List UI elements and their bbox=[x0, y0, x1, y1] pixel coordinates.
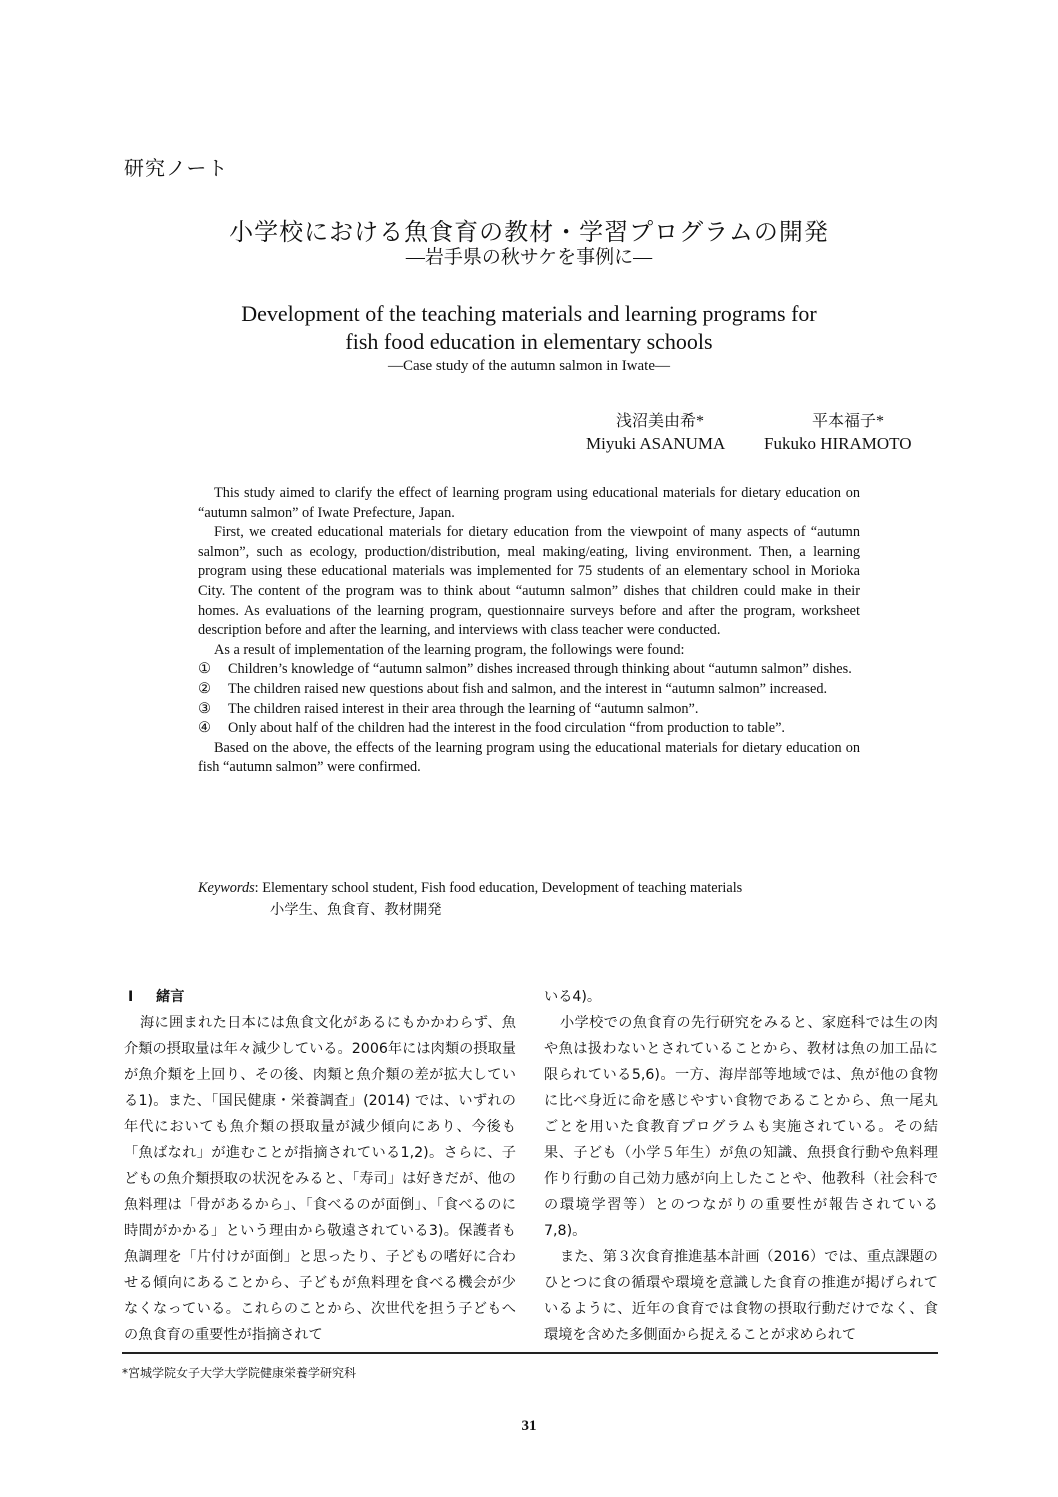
body-paragraph-continued: いる4)。 bbox=[544, 989, 602, 1005]
keywords-en bbox=[198, 878, 742, 899]
abstract bbox=[198, 484, 860, 778]
finding-number: ① bbox=[198, 661, 211, 678]
keywords-japanese: 小学生、魚食育、教材開発 bbox=[270, 902, 442, 918]
title-english-line-2: fish food education in elementary schools bbox=[345, 329, 713, 354]
findings-list bbox=[198, 660, 860, 738]
author-2-name-en: Fukuko HIRAMOTO bbox=[764, 434, 912, 453]
section-heading bbox=[124, 984, 516, 1010]
subtitle-english: ―Case study of the autumn salmon in Iwate― bbox=[387, 358, 671, 374]
body-column-right bbox=[544, 984, 938, 1348]
abstract-paragraph-1: This study aimed to clarify the effect of learning program using educational materials for dietary education on “autumn salmon” of Iwate Prefecture, Japan. bbox=[198, 485, 860, 521]
abstract-paragraph-2: First, we created educational materials for dietary education from the viewpoint of many aspects of “autumn salmon”, such as ecology, production/distribution, meal making/eating, living environment. Then, a learning program using these educational materials was implemented for 75 students of an elementary school in Morioka City. The content of the program was to think about “autumn salmon” dishes that children could make in their homes. As evaluations of the learning program, questionnaire surveys before and after the program, worksheet description before and after the learning, and interviews with class teacher were conducted. bbox=[198, 524, 860, 639]
body-column-left bbox=[124, 984, 516, 1348]
finding-text: Children’s knowledge of “autumn salmon” dishes increased through thinking about “autumn salmon” dishes. bbox=[228, 661, 852, 678]
author-2-name-ja: 平本福子* bbox=[812, 413, 885, 430]
finding-number: ② bbox=[198, 680, 211, 697]
finding-text: The children raised new questions about fish and salmon, and the interest in “autumn salmon” increased. bbox=[228, 680, 828, 697]
page-number: 31 bbox=[521, 1418, 537, 1434]
section-title: 緒言 bbox=[156, 989, 185, 1005]
finding-item bbox=[198, 719, 860, 739]
finding-number: ④ bbox=[198, 720, 211, 737]
abstract-paragraph-4: Based on the above, the effects of the learning program using the educational materials for dietary education on fish “autumn salmon” were confirmed. bbox=[198, 739, 860, 776]
body-paragraph: また、第３次食育推進基本計画（2016）では、重点課題のひとつに食の循環や環境を意識した食育の推進が掲げられているように、近年の食育では食物の摂取行動だけでなく、食環境を含めた多側面から捉えることが求められて bbox=[544, 1249, 938, 1343]
subtitle-japanese: ―岩手県の秋サケを事例に― bbox=[405, 247, 653, 268]
title-japanese: 小学校における魚食育の教材・学習プログラムの開発 bbox=[229, 220, 829, 246]
title-english bbox=[0, 300, 1058, 356]
abstract-paragraph-3: As a result of implementation of the learning program, the followings were found: bbox=[214, 641, 685, 658]
finding-text: The children raised interest in their area through the learning of “autumn salmon”. bbox=[228, 700, 699, 717]
finding-item bbox=[198, 680, 860, 700]
author-1-name-en: Miyuki ASANUMA bbox=[586, 434, 726, 453]
article-category: 研究ノート bbox=[124, 158, 229, 180]
affiliation-footnote: *宮城学院女子大学大学院健康栄養学研究科 bbox=[122, 1366, 357, 1380]
section-number: Ⅰ bbox=[128, 989, 134, 1005]
body-paragraph: 小学校での魚食育の先行研究をみると、家庭科では生の肉や魚は扱わないとされていることから、教材は魚の加工品に限られている5,6)。一方、海岸部等地域では、魚が他の食物に比べ身近に命を感じやすい食物であることから、魚一尾丸ごとを用いた食教育プログラムも実施されている。その結果、子ども（小学５年生）が魚の知識、魚摂食行動や魚料理作り行動の自己効力感が向上したことや、他教科（社会科での環境学習等）とのつながりの重要性が報告されている7,8)。 bbox=[544, 1015, 938, 1239]
finding-number: ③ bbox=[198, 700, 211, 717]
keywords-label: Keywords bbox=[198, 880, 255, 896]
title-english-line-1: Development of the teaching materials and learning programs for bbox=[241, 301, 817, 326]
finding-item bbox=[198, 700, 860, 720]
finding-text: Only about half of the children had the interest in the food circulation “from production to table”. bbox=[228, 720, 786, 737]
author-1-name-ja: 浅沼美由希* bbox=[616, 413, 705, 430]
finding-item bbox=[198, 660, 860, 680]
keywords-english: : Elementary school student, Fish food education, Development of teaching materials bbox=[254, 880, 743, 896]
body-paragraph: 海に囲まれた日本には魚食文化があるにもかかわらず、魚介類の摂取量は年々減少している。2006年には肉類の摂取量が魚介類を上回り、その後、肉類と魚介類の差が拡大している1)。また、「国民健康・栄養調査」(2014) では、いずれの年代においても魚介類の摂取量が減少傾向にあり、今後も「魚ばなれ」が進むことが指摘されている1,2)。さらに、子どもの魚介類摂取の状況をみると、「寿司」は好きだが、他の魚料理は「骨があるから」、「食べるのが面倒」、「食べるのに時間がかかる」という理由から敬遠されている3)。保護者も魚調理を「片付けが面倒」と思ったり、子どもの嗜好に合わせる傾向にあることから、子どもが魚料理を食べる機会が少なくなっている。これらのことから、次世代を担う子どもへの魚食育の重要性が指摘されて bbox=[124, 1015, 516, 1343]
footnote-divider bbox=[122, 1352, 938, 1354]
